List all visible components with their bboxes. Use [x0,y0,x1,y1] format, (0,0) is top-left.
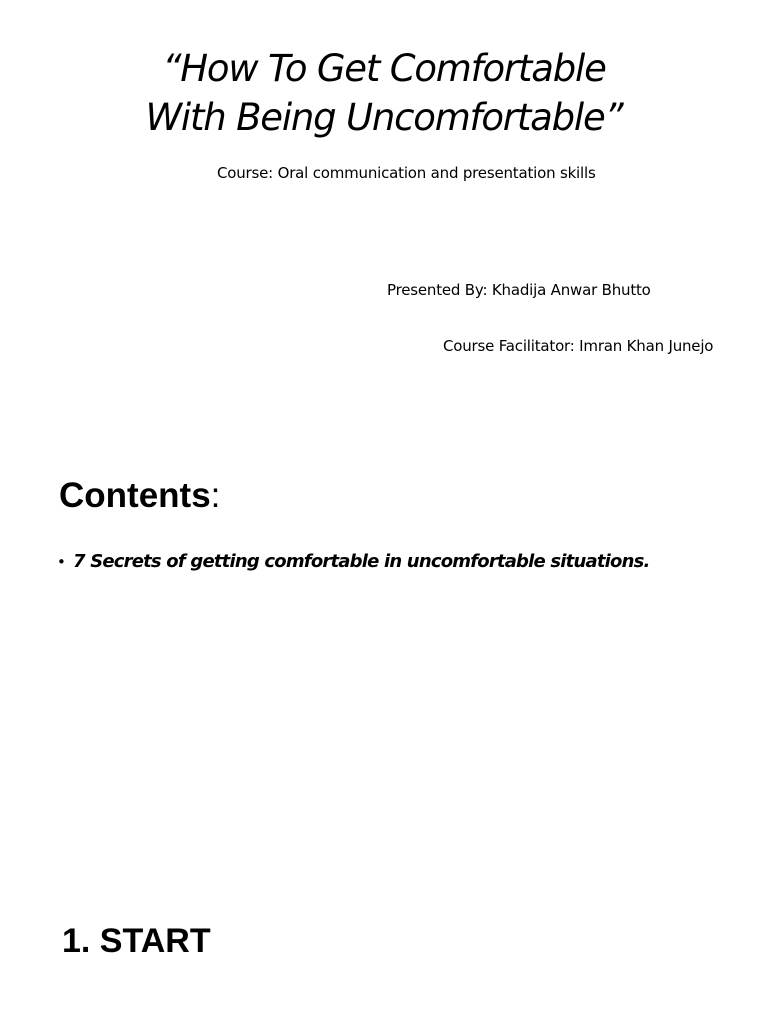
section-slide [0,880,768,1024]
title-line-2: With Being Uncomfortable” [145,96,623,139]
list-item [57,549,650,575]
section-heading: 1. START [62,922,211,960]
facilitator-name: Course Facilitator: Imran Khan Junejo [443,337,714,355]
presentation-title [0,44,768,142]
contents-list [57,549,650,575]
title-line-1: “How To Get Comfortable [162,47,606,90]
contents-heading-colon: : [210,476,221,515]
course-name: Course: Oral communication and presentation skills [217,164,596,182]
bullet-icon: • [57,553,66,571]
presenter-name: Presented By: Khadija Anwar Bhutto [387,281,651,299]
contents-heading [59,473,220,519]
contents-heading-text: Contents [59,476,211,515]
list-item-text: 7 Secrets of getting comfortable in uncomfortable situations. [73,551,650,572]
title-slide [0,0,768,440]
contents-slide [0,440,768,880]
